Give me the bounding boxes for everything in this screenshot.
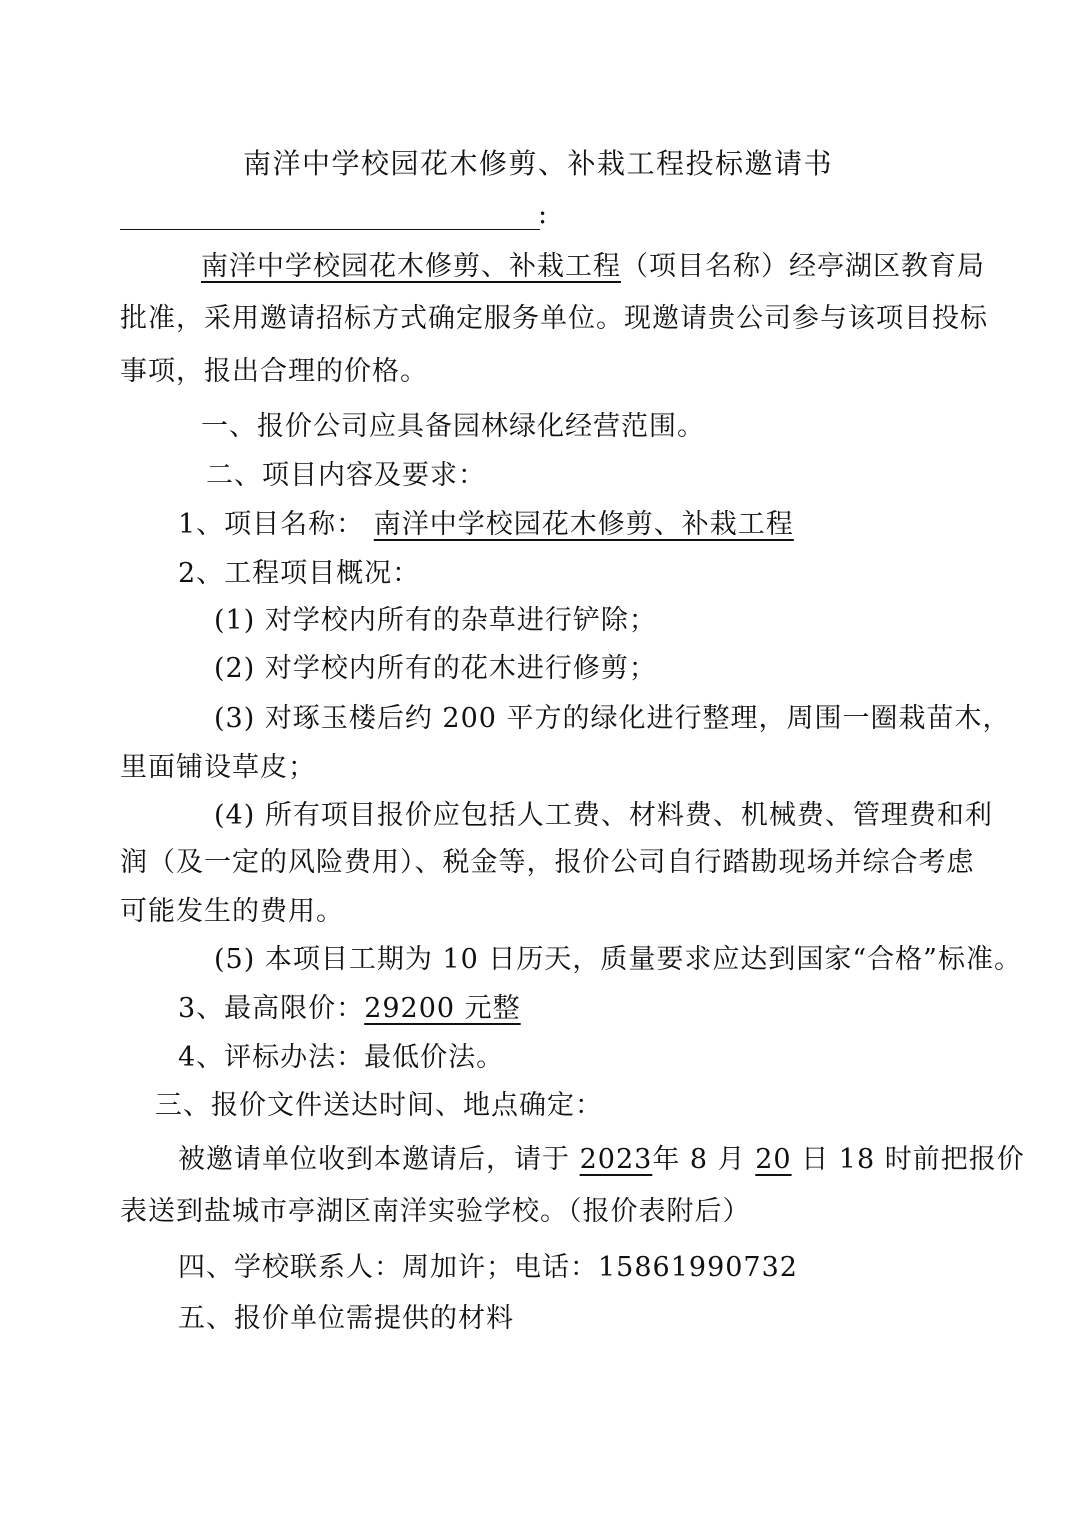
sub-item-1: (1) 对学校内所有的杂草进行铲除；: [214, 605, 657, 636]
sub-item-3-line-2: 里面铺设草皮；: [120, 752, 316, 783]
section-5-materials: 五、报价单位需提供的材料: [178, 1303, 514, 1334]
item-4-evaluation: 4、评标办法：最低价法。: [178, 1042, 505, 1073]
intro-project-name: 南洋中学校园花木修剪、补栽工程: [201, 251, 621, 282]
item-1-value: 南洋中学校园花木修剪、补栽工程: [373, 509, 794, 540]
section-3-text-c: 日 18 时前把报价: [801, 1144, 1025, 1175]
intro-line-3: 事项，报出合理的价格。: [120, 356, 428, 387]
section-3-heading: 三、报价文件送达时间、地点确定：: [155, 1090, 603, 1121]
intro-line-1-rest: （项目名称）经亭湖区教育局: [621, 251, 985, 282]
item-2-overview: 2、工程项目概况：: [178, 558, 421, 589]
section-3-text-b: 年 8 月: [652, 1144, 746, 1175]
sub-item-2: (2) 对学校内所有的花木进行修剪；: [214, 653, 657, 684]
section-4-contact: 四、学校联系人：周加许；电话：15861990732: [178, 1252, 798, 1283]
section-2-heading: 二、项目内容及要求：: [206, 460, 486, 491]
item-1-project-name: [178, 508, 794, 542]
item-3-price-cap: [178, 992, 521, 1026]
document-title: 南洋中学校园花木修剪、补栽工程投标邀请书: [243, 147, 834, 180]
sub-item-4-line-2: 润（及一定的风险费用）、税金等，报价公司自行踏勘现场并综合考虑: [120, 847, 975, 878]
deadline-day: 20: [755, 1144, 792, 1175]
item-3-label: 3、最高限价：: [178, 993, 365, 1024]
addressee-colon: :: [538, 199, 548, 230]
sub-item-5: (5) 本项目工期为 10 日历天，质量要求应达到国家“合格”标准。: [214, 944, 1022, 975]
section-3-line-2: 表送到盐城市亭湖区南洋实验学校。（报价表附后）: [120, 1196, 751, 1227]
deadline-year: 2023: [579, 1144, 653, 1175]
item-1-label: 1、项目名称：: [178, 509, 365, 540]
sub-item-3-line-1: (3) 对琢玉楼后约 200 平方的绿化进行整理，周围一圈栽苗木，: [214, 703, 1011, 734]
item-3-value: 29200 元整: [364, 993, 521, 1024]
section-3-line-1: [178, 1143, 1025, 1177]
intro-line-1: [201, 250, 985, 284]
sub-item-4-line-1: (4) 所有项目报价应包括人工费、材料费、机械费、管理费和利: [214, 800, 993, 831]
section-3-text-a: 被邀请单位收到本邀请后，请于: [178, 1144, 570, 1175]
addressee-blank-line: [120, 229, 540, 230]
section-1: 一、报价公司应具备园林绿化经营范围。: [201, 411, 705, 442]
sub-item-4-line-3: 可能发生的费用。: [120, 896, 344, 927]
intro-line-2: 批准，采用邀请招标方式确定服务单位。现邀请贵公司参与该项目投标: [120, 303, 988, 334]
